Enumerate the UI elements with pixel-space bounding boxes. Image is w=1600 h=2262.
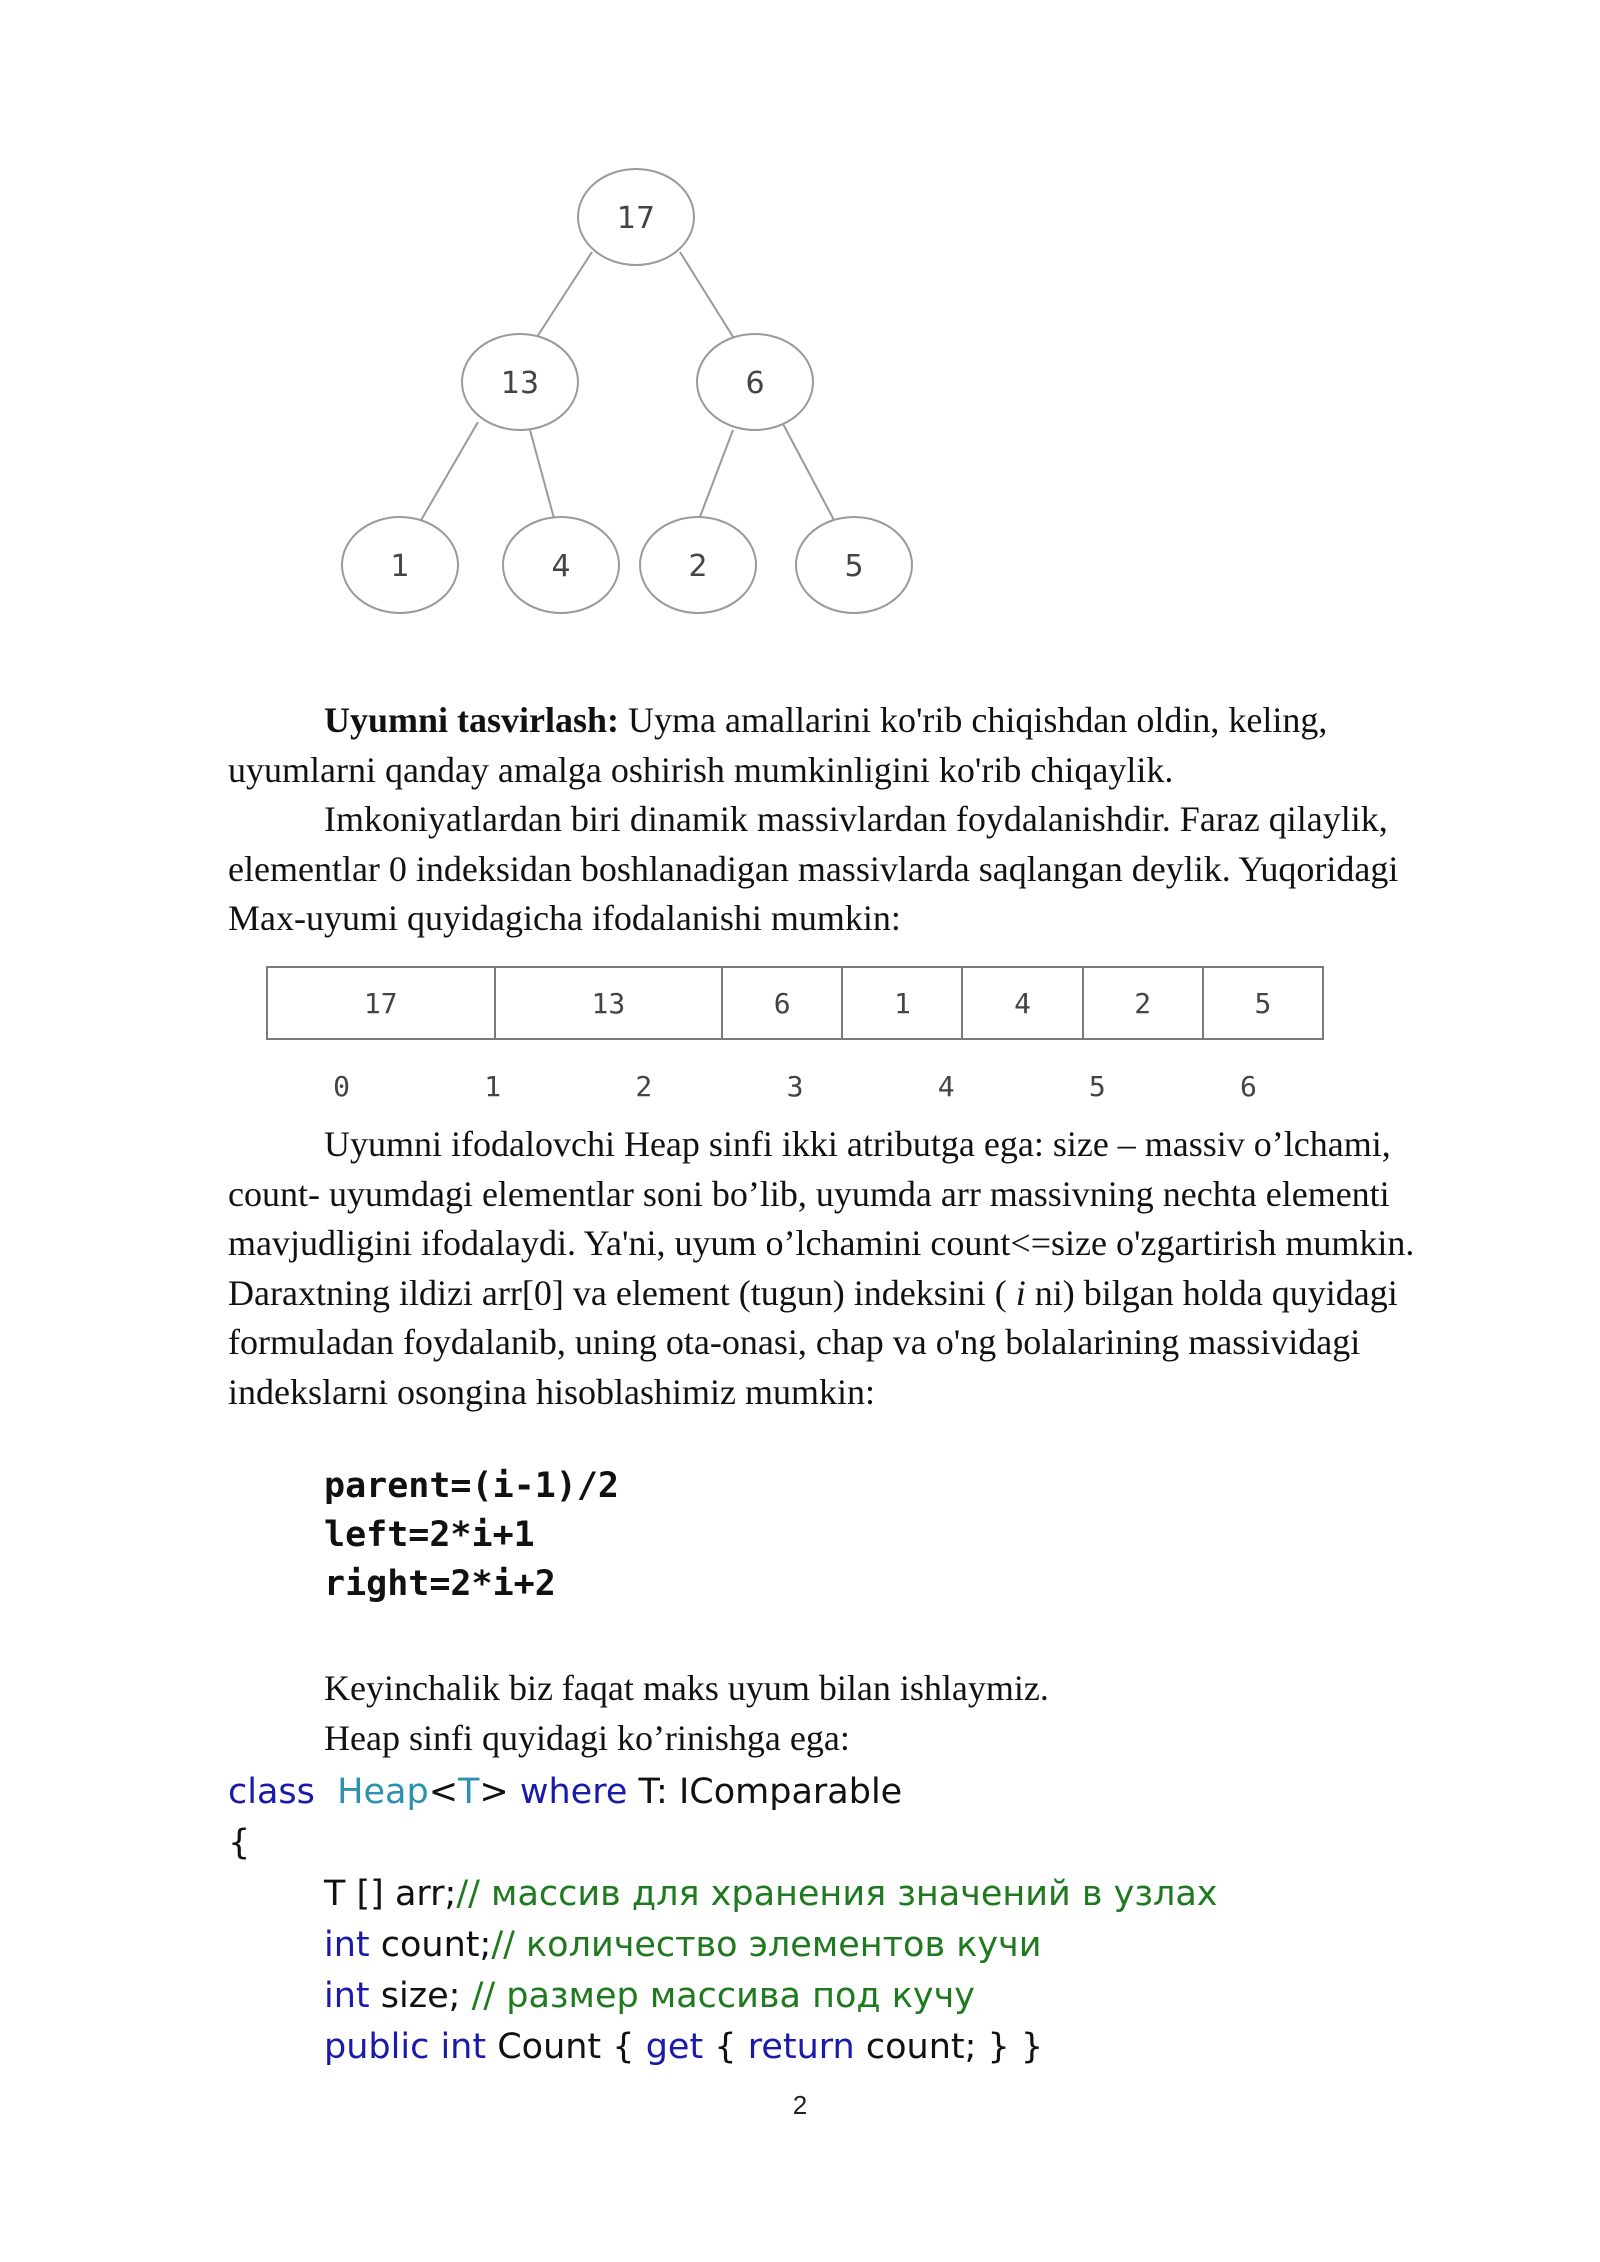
array-cell: 6 [722, 967, 842, 1039]
array-cell: 4 [962, 967, 1082, 1039]
code-comment: // размер массива под кучу [471, 1976, 975, 2016]
heap-tree-diagram [330, 160, 950, 640]
code-text: < [428, 1772, 459, 1812]
tree-edge [782, 422, 835, 522]
array-cell: 1 [842, 967, 962, 1039]
code-keyword: get [645, 2027, 704, 2067]
array-index: 4 [937, 1070, 955, 1103]
text-line: Keyinchalik biz faqat maks uyum bilan ishlaymiz. [324, 1668, 1049, 1708]
formula-right: right=2*i+2 [324, 1564, 556, 1604]
code-line [228, 1772, 902, 1812]
code-text: size; [369, 1976, 472, 2016]
page-number: 2 [792, 2090, 808, 2120]
array-index: 3 [786, 1070, 804, 1103]
code-comment: // массив для хранения значений в узлах [456, 1874, 1218, 1914]
code-keyword: class [228, 1772, 315, 1812]
text-line: Uyumni ifodalovchi Heap sinfi ikki atributga ega: size – massiv o’lchami, [324, 1124, 1391, 1164]
code-keyword: where [519, 1772, 628, 1812]
tree-edge [698, 430, 733, 522]
tree-edge [680, 252, 735, 340]
code-keyword: public [324, 2027, 430, 2067]
code-type: T [458, 1772, 480, 1812]
tree-node-label: 6 [745, 366, 765, 401]
array-index: 0 [333, 1070, 350, 1103]
array-cell: 2 [1083, 967, 1203, 1039]
paragraph-heap-description [228, 696, 1488, 944]
code-text: count; [369, 1925, 492, 1965]
tree-node-label: 1 [390, 549, 410, 584]
code-text: Count { [486, 2027, 646, 2067]
text-line: Uyma amallarini ko'rib chiqishdan oldin, keling, [619, 700, 1328, 740]
code-keyword: return [747, 2027, 855, 2067]
code-text: T [] arr; [324, 1874, 457, 1914]
code-text: count; } } [854, 2027, 1044, 2067]
tree-node-label: 13 [500, 366, 540, 401]
paragraph-max-heap-note [228, 1664, 1488, 1763]
array-cell: 17 [267, 967, 495, 1039]
tree-edge [535, 252, 592, 340]
code-text: { [703, 2027, 748, 2067]
code-line [228, 1823, 250, 1863]
array-cell: 13 [495, 967, 723, 1039]
code-line [324, 1925, 1041, 1965]
text-line: elementlar 0 indeksidan boshlanadigan massivlarda saqlangan deylik. Yuqoridagi [228, 848, 1399, 889]
text-line: mavjudligini ifodalaydi. Ya'ni, uyum o’lchamini count<=size o'zgartirish mumkin. [228, 1223, 1415, 1263]
code-line [324, 1976, 975, 2016]
text-line: uyumlarni qanday amalga oshirish mumkinligini ko'rib chiqaylik. [228, 749, 1174, 790]
array-index: 2 [635, 1070, 653, 1103]
code-type: Heap [337, 1772, 429, 1812]
tree-node-label: 5 [844, 549, 864, 584]
code-text: > [479, 1772, 509, 1812]
array-index: 1 [484, 1070, 502, 1103]
code-keyword: int [324, 1976, 370, 2016]
code-text: { [228, 1823, 251, 1863]
heap-array-table [266, 966, 1324, 1040]
text-line: Max-uyumi quyidagicha ifodalanishi mumkin: [228, 898, 901, 938]
array-cell: 5 [1203, 967, 1323, 1039]
array-index: 6 [1239, 1070, 1257, 1103]
table-row [267, 967, 1323, 1039]
tree-node-label: 4 [551, 549, 571, 584]
code-keyword: int [324, 1925, 370, 1965]
code-keyword: int [440, 2027, 487, 2067]
tree-edge [420, 422, 478, 522]
text-line: count- uyumdagi elementlar soni bo’lib, uyumda arr massivning nechta elementi [228, 1173, 1390, 1214]
text-line: Heap sinfi quyidagi ko’rinishga ega: [324, 1717, 850, 1758]
array-index: 5 [1088, 1070, 1106, 1103]
bold-heading: Uyumni tasvirlash: [324, 700, 620, 740]
code-comment: // количество элементов кучи [491, 1925, 1042, 1965]
array-index-row [266, 1070, 1324, 1110]
code-text: T: IComparable [627, 1772, 903, 1812]
code-line [324, 2027, 1043, 2067]
code-line [324, 1874, 1218, 1914]
text-line: Daraxtning ildizi arr[0] va element (tugun) indeksini ( [228, 1272, 1016, 1313]
italic-variable: i [1015, 1272, 1026, 1313]
text-line: Imkoniyatlardan biri dinamik massivlardan foydalanishdir. Faraz qilaylik, [324, 799, 1388, 839]
text-line: indekslarni osongina hisoblashimiz mumkin: [228, 1371, 875, 1412]
formula-parent: parent=(i-1)/2 [324, 1466, 620, 1506]
text-line: ni) bilgan holda quyidagi [1025, 1272, 1398, 1313]
tree-node-label: 17 [616, 201, 656, 236]
tree-node-label: 2 [688, 549, 708, 584]
paragraph-heap-class [228, 1120, 1488, 1417]
tree-edge [530, 430, 555, 522]
formula-left: left=2*i+1 [324, 1515, 535, 1555]
text-line: formuladan foydalanib, uning ota-onasi, chap va o'ng bolalarining massividagi [228, 1322, 1361, 1362]
